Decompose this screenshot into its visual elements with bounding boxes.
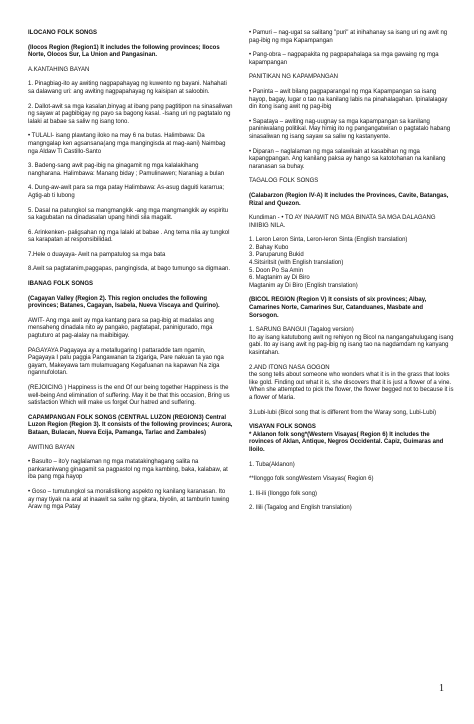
left-paragraph: PAGAYAYA Pagayaya ay a metallugaring I pattaradde tam ngamin, Pagayaya I palu paggia Pangawanan ta zigariga, Pare nakuan ta yao nga gayam, Makeyawa tam mulamuagang Kegafuanan na kapawan Na ziga ngannufolotan. [28,347,224,377]
right-paragraph: • Sapataya – awiting nag-uugnay sa mga kapampangan sa kanilang paniniwalang politikal. May himig ito ng pangangatwiran o pagtatalo habang sinasaliwan ng isang sayaw sa saliw ng kastanyente. [249,118,451,140]
right-paragraph: 1. Ili-ili (Ilonggo folk song) [249,490,318,497]
right-paragraph: TAGALOG FOLK SONGS [249,178,319,185]
left-paragraph: 7.Hele o duayaya- Awit na pampatulog sa mga bata [28,251,166,258]
left-paragraph: • Goso – tumutungkol sa moralistikong aspekto ng kanilang karanasan. Ito ay may tiyak na aral at inaawit sa saliw ng gitara, biyolin, at tamburin tuwing Araw ng mga Patay [28,488,230,511]
right-paragraph: 1. Tuba(Aklanon) [249,461,295,468]
right-paragraph: PANITIKAN NG KAPAMPANGAN [249,74,339,81]
left-paragraph: 1. Pinagbiag-ito ay awiting nagpapahayag ng kuwento ng bayani. Nahahati sa dalawang uri: ang awiting nagpapahayag ng kaisipan at saloobin. [28,81,227,95]
left-paragraph: AWITING BAYAN [28,444,75,451]
right-paragraph: 3.Lubi-lubi (Bicol song that is different from the Waray song, Lubi-Lubi) [249,409,437,416]
left-paragraph: (Ilocos Region (Region1) It includes the following provinces; Ilocos Norte, Olocos Sur, La Union and Pangasinan. [28,44,220,59]
right-paragraph: 2. Ilili (Tagalog and English translation) [249,505,352,512]
left-paragraph: AWIT- Ang mga awit ay mga kantang para sa pag-ibig at madalas ang mensaheng dinadala nito ay pangako, pagtatapat, paninigurado, mga pagtuturo at pag-alalay na maibibigay. [28,317,214,340]
left-paragraph: 4. Dung-aw-awit para sa mga patay Halimbawa: As-asug daguiti kararrua; Agtig-ab ti lubong [28,185,225,199]
left-paragraph: • Basulto – ito'y naglalaman ng mga matatakinghagang salita na pankaraniwang ginagamit sa pagpastol ng mga kambing, baka, kalabaw, at iba pang mga hayop [28,459,228,481]
right-column [249,30,454,520]
right-paragraph: Kundiman - • TO AY INAAWIT NG MGA BINATA SA MGA DALAGANG INIIBIG NILA. [249,215,436,229]
left-paragraph: CAPAMPANGAN FOLK SONGS (CENTRAL LUZON (REGION3) Central Luzon Region (Region 3). It consists of the following provinces; Aurora, Bataan, Bulacan, Nueva Ecija, Pamanga, Tarlac and Zambales) [28,414,233,436]
right-paragraph: 2.AND ITONG NASA GOGON the song tells about someone who wonders what it is in the grass that looks like gold. Finding out what it is, she discovers that it is just a flower of a vine. When she attempted to pick the flower, the flower begged not to because it is a flower of Maria. [249,364,454,401]
right-paragraph: • Pamuri – nag-ugat sa salitang "puri" at inihahanay sa isang uri ng awit ng pag-ibig ng mga Kapampangan [249,30,448,44]
right-paragraph: 1. Leron Leron Sinta, Leron-leron Sinta (English translation) 2. Bahay Kubo 3. Paruparung Bukid 4.Sitsiritsit (with English translation) 5. Doon Po Sa Amin 6. Magtanim ay Di Biro Magtanim ay Di Biro (English translation) [249,237,408,289]
page-number: 1 [439,683,444,694]
right-paragraph: • Pang-obra – nagpapakita ng pagpapahalaga sa mga gawaing ng mga kapampangan [249,52,439,66]
left-paragraph: ILOCANO FOLK SONGS [28,30,97,36]
right-paragraph: • Paninta – awit bilang pagpaparangal ng mga Kapampangan sa isang hayop, bagay, lugar o tao na kanilang labis na pinahalagahan. Ipinalalagay din itong isang awit ng pag-ibig [249,88,448,111]
left-paragraph: • TULALI- isang plawtang iloko na may 6 na butas. Halimbawa: Da mangngalap ken agsansana(ang mga mangingisda at mag-aani) Naimbag nga Aldaw Ti Castillo-Santo [28,133,226,155]
left-paragraph: IBANAG FOLK SONGS [28,281,94,288]
left-paragraph: 3. Badeng-sang awit pag-ibig na ginagamit ng mga kalalakihang nangharana. Halimbawa: Manang biday ; Pamulinawen; Naraniag a bulan [28,163,225,177]
left-paragraph: (Cagayan Valley (Region 2). This region oncludes the following provinces; Batanes, Cagayan, Isabela, Nueva Viscaya and Quirino). [28,295,220,310]
left-paragraph: 5. Dasal na patungkol sa mangmangkik -ang mga mangmangkik ay espiritu sa kagubatan na dinadasalan upang hindi sila magalit. [28,207,229,222]
right-paragraph: **Ilonggo folk songWestern Visayas( Region 6) [249,476,374,483]
right-paragraph: • Diparan – naglalaman ng mga salawikain at kasabihan ng mga kapangpangan. Ang kanilang paksa ay hango sa katotohanan na kanilang naranasan sa buhay. [249,148,446,170]
right-paragraph: (BICOL REGION (Region V) It consists of six provinces; Albay, Camarines Norte, Camarines Sur, Catanduanes, Masbate and Sorsogon. [249,297,427,319]
right-paragraph: (Calabarzon (Region IV-A) It includes the Provinces, Cavite, Batangas, Rizal and Quezon. [249,192,449,207]
right-paragraph: 1. SARUNG BANGUI (Tagalog version) Ito ay isang katutubong awit ng rehiyon ng Bicol na nangangahulugang isang gabi. Ito ay isang awit ng pag-ibig ng isang tao na nagdamdam ng kanyang kasintahan. [249,327,454,356]
left-paragraph: 6. Arinkenken- paligsahan ng mga lalaki at babae . Ang tema nlia ay tungkol sa karapatan at responsibilidad. [28,229,230,244]
left-paragraph: 8.Awit sa pagtatanim,paggapas, pangingisda, at bago tumungo sa digmaan. [28,266,231,273]
right-paragraph: VISAYAN FOLK SONGS * Aklanon folk song*(Western Visayas( Region 6) It includes the rovinces of Aklan, Antique, Negros Occidental. Capiz, Guimaras and Iloilo. [249,424,444,453]
left-paragraph: (REJOICING ) Happiness is the end Of our being together Happiness is the well-being And elimination of suffering. May it be that this occasion, Bring us satisfaction Which will make us forget Our hatred and suffering. [28,385,230,407]
left-paragraph: A.KANTAHING BAYAN [28,66,90,73]
left-paragraph: 2. Dallot-awit sa mga kasalan,binyag at ibang pang pagtitipon na sinasaliwan ng sayaw at pagbibigay ng payo sa bagong kasal. -Isang uri ng pagtatalo ng lalaki at babae sa saliw ng isang tono. [28,103,233,125]
left-column [28,30,233,519]
